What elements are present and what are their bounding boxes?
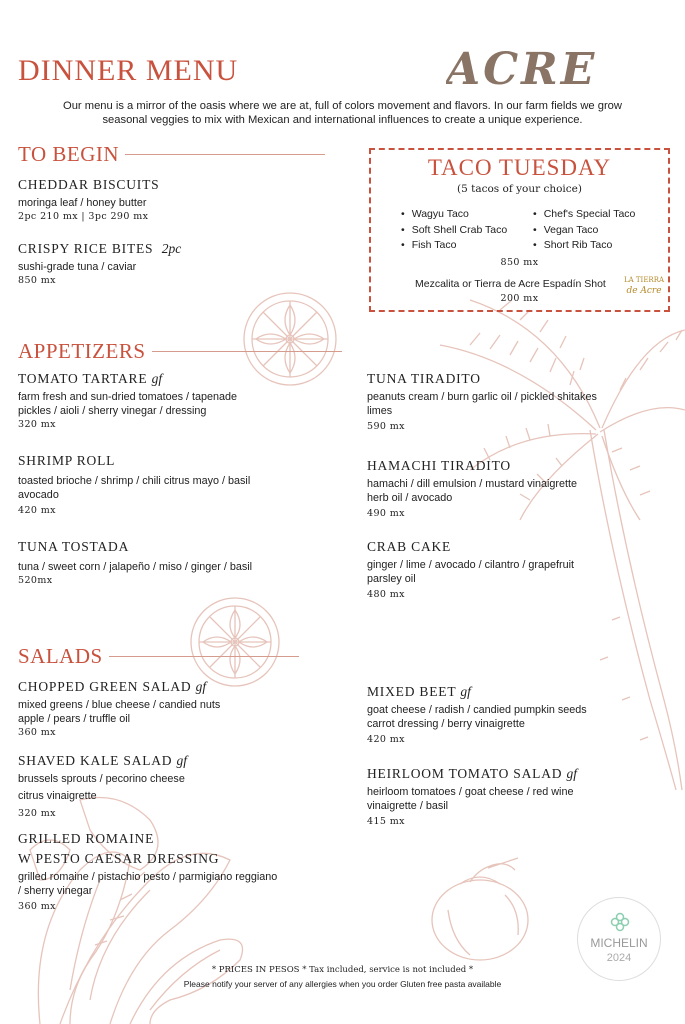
footer-prices-note: * PRICES IN PESOS * Tax included, service is not included * [211,965,474,975]
item-desc: moringa leaf / honey butter [18,197,147,209]
svg-text:de Acre: de Acre [626,286,662,296]
heading-rule [125,154,325,155]
shot-offer: Mezcalita or Tierra de Acre Espadín Shot [415,278,606,290]
item-name: GRILLED ROMAINE [18,831,155,846]
item-name: TUNA TOSTADA [18,539,130,554]
menu-item-tuna-tostada [18,539,252,586]
heading-rule [109,656,299,657]
item-desc: / sherry vinegar [18,885,93,897]
item-name-text: SHAVED KALE SALAD [18,753,173,768]
item-price: 415 mx [367,816,405,827]
item-price: 590 mx [367,421,405,432]
list-item: • Vegan Taco [533,223,635,239]
tomato-icon [432,858,528,960]
gluten-free-badge: gf [151,371,163,386]
michelin-year: 2024 [606,952,632,964]
item-name: TUNA TIRADITO [367,371,481,386]
item-desc: peanuts cream / burn garlic oil / pickled shitakes [367,391,597,403]
item-name [18,679,220,695]
item-price: 490 mx [367,508,405,519]
item-name-text: HEIRLOOM TOMATO SALAD [367,766,563,781]
section-heading-appetizers [18,339,342,364]
heading-rule [152,351,342,352]
item-desc: pickles / aioli / sherry vinegar / dressing [18,405,207,417]
gluten-free-badge: gf [195,679,207,694]
gluten-free-badge: gf [566,766,578,781]
item-name [18,241,181,257]
item-desc: limes [367,405,393,417]
list-item: • Chef's Special Taco [533,207,635,223]
taco-list-right [533,207,635,254]
item-name-text: TOMATO TARTARE [18,371,148,386]
menu-item-heirloom-tomato-salad [367,766,577,827]
item-price: 360 mx [18,727,56,738]
orange-slice-icon [191,598,279,686]
menu-item-cheddar-biscuits [18,177,159,222]
item-price: 320 mx [18,808,56,819]
item-desc: apple / pears / truffle oil [18,713,131,725]
item-desc: goat cheese / radish / candied pumpkin seeds [367,704,587,716]
item-price: 360 mx [18,901,56,912]
svg-text:LA TIERRA: LA TIERRA [623,276,665,284]
list-item: • Wagyu Taco [401,207,507,223]
item-desc: mixed greens / blue cheese / candied nuts [18,699,221,711]
la-tierra-de-acre-logo [623,271,665,297]
gluten-free-badge: gf [460,684,471,699]
menu-item-shrimp-roll [18,453,250,516]
section-heading-label: SALADS [18,644,103,668]
menu-item-tomato-tartare [18,371,237,430]
michelin-flower-icon [610,912,630,932]
list-item: • Short Rib Taco [533,238,635,254]
item-desc: ginger / lime / avocado / cilantro / grapefruit [367,559,575,571]
section-heading-label: TO BEGIN [18,142,120,166]
item-name [18,371,237,387]
menu-item-shaved-kale-salad [18,753,187,819]
item-name: CHEDDAR BISCUITS [18,177,160,192]
item-desc: herb oil / avocado [367,492,453,504]
section-heading-salads [18,644,299,669]
menu-item-mixed-beet [367,684,587,745]
item-price: 420 mx [18,505,56,516]
intro-line: seasonal veggies to mix with Mexican and international influences to create a unique experience. [102,114,583,126]
item-name-line2: W PESTO CAESAR DRESSING [18,851,220,866]
item-desc: farm fresh and sun-dried tomatoes / tapenade [18,391,238,403]
item-desc: parsley oil [367,573,416,585]
menu-item-grilled-romaine [18,831,277,912]
item-name: CRAB CAKE [367,539,452,554]
item-desc: heirloom tomatoes / goat cheese / red wine [367,786,574,798]
item-desc: vinaigrette / basil [367,800,449,812]
item-name-text: MIXED BEET [367,684,457,699]
menu-item-hamachi-tiradito [367,458,577,519]
item-desc: carrot dressing / berry vinaigrette [367,718,525,730]
intro-text [30,99,655,127]
menu-item-chopped-green-salad [18,679,220,738]
item-desc: tuna / sweet corn / jalapeño / miso / ginger / basil [18,561,253,573]
taco-tuesday-title: TACO TUESDAY [427,155,612,180]
footer-allergy-note: Please notify your server of any allergies when you order Gluten free pasta available [183,979,502,989]
item-portion: 2pc [161,241,182,256]
item-name: SHRIMP ROLL [18,453,116,468]
item-name [367,684,587,700]
shot-price: 200 mx [500,293,539,304]
item-price: 2pc 210 mx | 3pc 290 mx [18,211,149,222]
menu-item-crab-cake [367,539,574,600]
taco-list-left [401,207,507,254]
item-price: 320 mx [18,419,56,430]
item-desc: citrus vinaigrette [18,790,97,802]
item-desc: toasted brioche / shrimp / chili citrus mayo / basil [18,475,251,487]
section-heading-to-begin [18,142,325,167]
page-title: DINNER MENU [18,54,239,87]
taco-price: 850 mx [500,257,539,268]
item-name-text: CHOPPED GREEN SALAD [18,679,192,694]
intro-line: Our menu is a mirror of the oasis where we are at, full of colors movement and flavors. In our farm fields we grow [63,100,622,112]
item-price: 420 mx [367,734,405,745]
acre-logo [446,36,636,98]
michelin-label: MICHELIN [590,936,648,950]
item-desc: avocado [18,489,59,501]
item-name-text: CRISPY RICE BITES [18,241,154,256]
item-price: 520mx [18,575,53,586]
item-name [367,766,577,782]
section-heading-label: APPETIZERS [18,339,146,363]
item-desc: grilled romaine / pistachio pesto / parmigiano reggiano [18,871,278,883]
gluten-free-badge: gf [176,753,188,768]
item-price: 850 mx [18,275,56,286]
item-desc: brussels sprouts / pecorino cheese [18,773,185,785]
item-desc: sushi-grade tuna / caviar [18,261,137,273]
item-name [18,753,187,769]
item-name: HAMACHI TIRADITO [367,458,511,473]
menu-item-crispy-rice-bites [18,241,181,286]
svg-text:ACRE: ACRE [446,44,598,95]
item-price: 480 mx [367,589,405,600]
taco-tuesday-box [369,148,670,312]
menu-item-tuna-tiradito [367,371,597,432]
item-desc: hamachi / dill emulsion / mustard vinaigrette [367,478,578,490]
list-item: • Fish Taco [401,238,507,254]
taco-tuesday-subtitle: (5 tacos of your choice) [457,183,582,195]
list-item: • Soft Shell Crab Taco [401,223,507,239]
